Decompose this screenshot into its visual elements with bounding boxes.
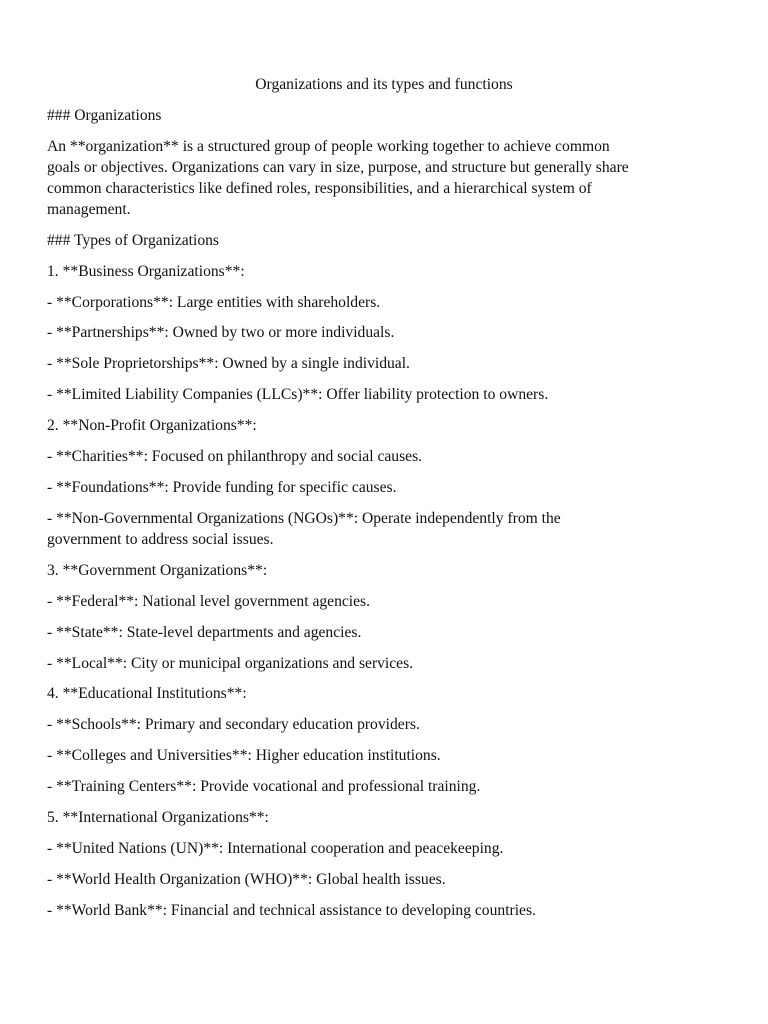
section-heading-business: 1. **Business Organizations**: [47, 263, 245, 280]
intro-paragraph [47, 136, 737, 220]
list-item: - **World Bank**: Financial and technical assistance to developing countries. [47, 902, 536, 919]
document-title: Organizations and its types and functions [255, 76, 513, 93]
list-item: - **Training Centers**: Provide vocational and professional training. [47, 778, 481, 795]
intro-line: common characteristics like defined roles, responsibilities, and a hierarchical system of [47, 180, 592, 197]
list-item: - **Federal**: National level government agencies. [47, 593, 371, 610]
list-item: - **Non-Governmental Organizations (NGOs)**: Operate independently from the [47, 510, 561, 527]
section-heading-nonprofit: 2. **Non-Profit Organizations**: [47, 417, 257, 434]
list-item: - **World Health Organization (WHO)**: Global health issues. [47, 871, 446, 888]
section-heading-government: 3. **Government Organizations**: [47, 562, 268, 579]
intro-line: management. [47, 201, 131, 218]
section-heading-international: 5. **International Organizations**: [47, 809, 269, 826]
list-item: - **United Nations (UN)**: International cooperation and peacekeeping. [47, 840, 504, 857]
list-item: - **Colleges and Universities**: Higher education institutions. [47, 747, 441, 764]
heading-types: ### Types of Organizations [47, 232, 220, 249]
list-item: - **Limited Liability Companies (LLCs)**: Offer liability protection to owners. [47, 386, 549, 403]
list-item: - **State**: State-level departments and agencies. [47, 624, 362, 641]
list-item: - **Charities**: Focused on philanthropy and social causes. [47, 448, 423, 465]
list-item: - **Local**: City or municipal organizations and services. [47, 655, 414, 672]
list-item: - **Schools**: Primary and secondary education providers. [47, 716, 420, 733]
list-item-continuation: government to address social issues. [47, 531, 274, 548]
list-item: - **Partnerships**: Owned by two or more individuals. [47, 324, 395, 341]
heading-organizations: ### Organizations [47, 107, 162, 124]
intro-line: goals or objectives. Organizations can vary in size, purpose, and structure but generally share [47, 159, 629, 176]
list-item: - **Corporations**: Large entities with shareholders. [47, 294, 381, 311]
list-item: - **Sole Proprietorships**: Owned by a single individual. [47, 355, 410, 372]
section-heading-educational: 4. **Educational Institutions**: [47, 685, 247, 702]
list-item: - **Foundations**: Provide funding for specific causes. [47, 479, 397, 496]
intro-line: An **organization** is a structured group of people working together to achieve common [47, 138, 610, 155]
